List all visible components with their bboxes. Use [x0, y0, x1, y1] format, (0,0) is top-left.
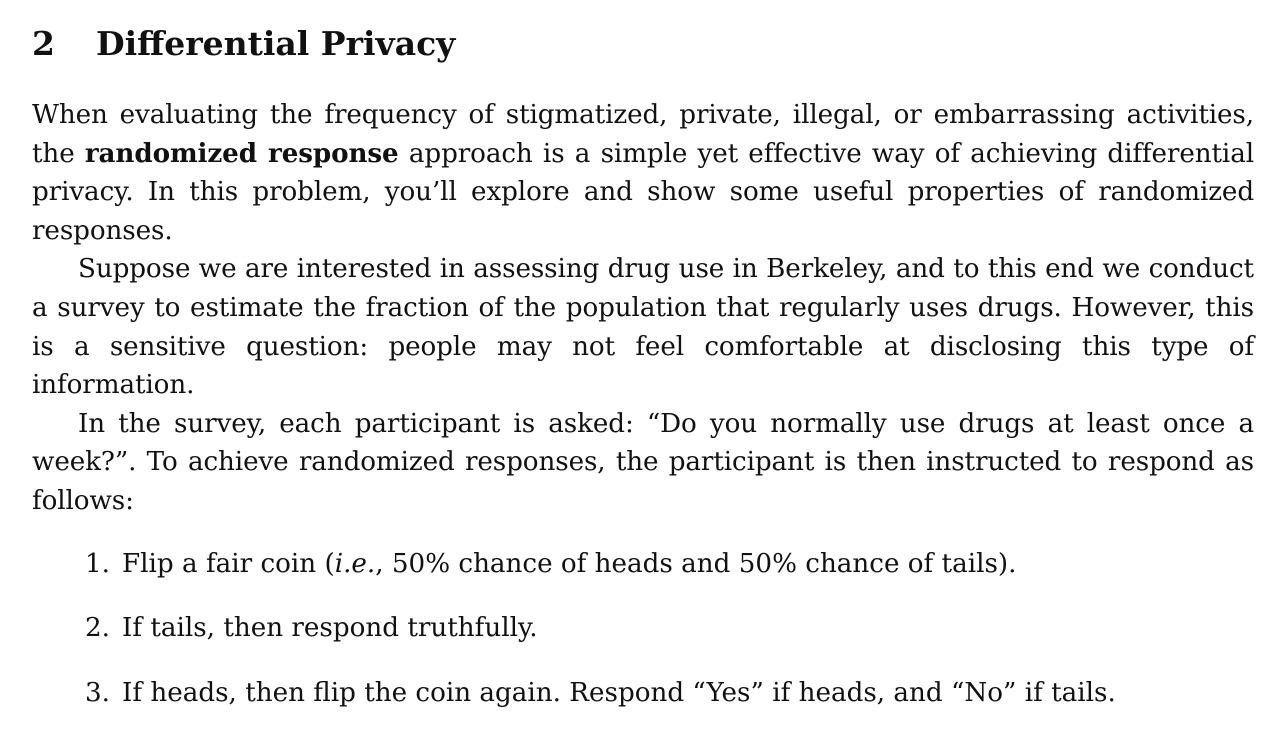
list-item-number: 2.	[85, 613, 110, 644]
paragraph-intro-tail: approach is a simple yet effective way of achieving differential privacy. In this problem, you’ll explore and show some useful properties of randomized responses.	[32, 138, 1254, 246]
list-item-number: 3.	[85, 677, 110, 708]
list-item	[32, 545, 1254, 584]
paragraph-intro	[32, 96, 1254, 250]
list-item-text: , 50% chance of heads and 50% chance of tails).	[375, 548, 1017, 579]
paragraph-survey: Suppose we are interested in assessing drug use in Berkeley, and to this end we conduct a survey to estimate the fraction of the population that regularly uses drugs. However, this is a sensitive question: people may not feel comfortable at disclosing this type of information.	[32, 254, 1254, 401]
list-item-italic: i.e.	[334, 548, 376, 579]
document-page	[32, 22, 1254, 738]
list-item-number: 1.	[85, 548, 110, 579]
bold-term: randomized response	[84, 137, 399, 169]
list-item	[32, 609, 1254, 648]
list-item-text: If tails, then respond truthfully.	[122, 613, 538, 644]
section-title: Differential Privacy	[96, 24, 456, 63]
steps-list	[32, 545, 1254, 713]
list-item	[32, 674, 1254, 713]
section-heading	[32, 22, 1254, 66]
paragraph-instructions: In the survey, each participant is asked: “Do you normally use drugs at least once a week?”. To achieve randomized responses, the participant is then instructed to respond as follows:	[32, 408, 1254, 516]
list-item-text: If heads, then flip the coin again. Respond “Yes” if heads, and “No” if tails.	[122, 677, 1116, 708]
paragraph-intro-lead: When evaluating the frequency of stigmatized, private, illegal, or embarrassing activities, the	[32, 100, 1254, 169]
section-number: 2	[32, 24, 55, 63]
list-item-text: Flip a fair coin (	[122, 548, 335, 579]
